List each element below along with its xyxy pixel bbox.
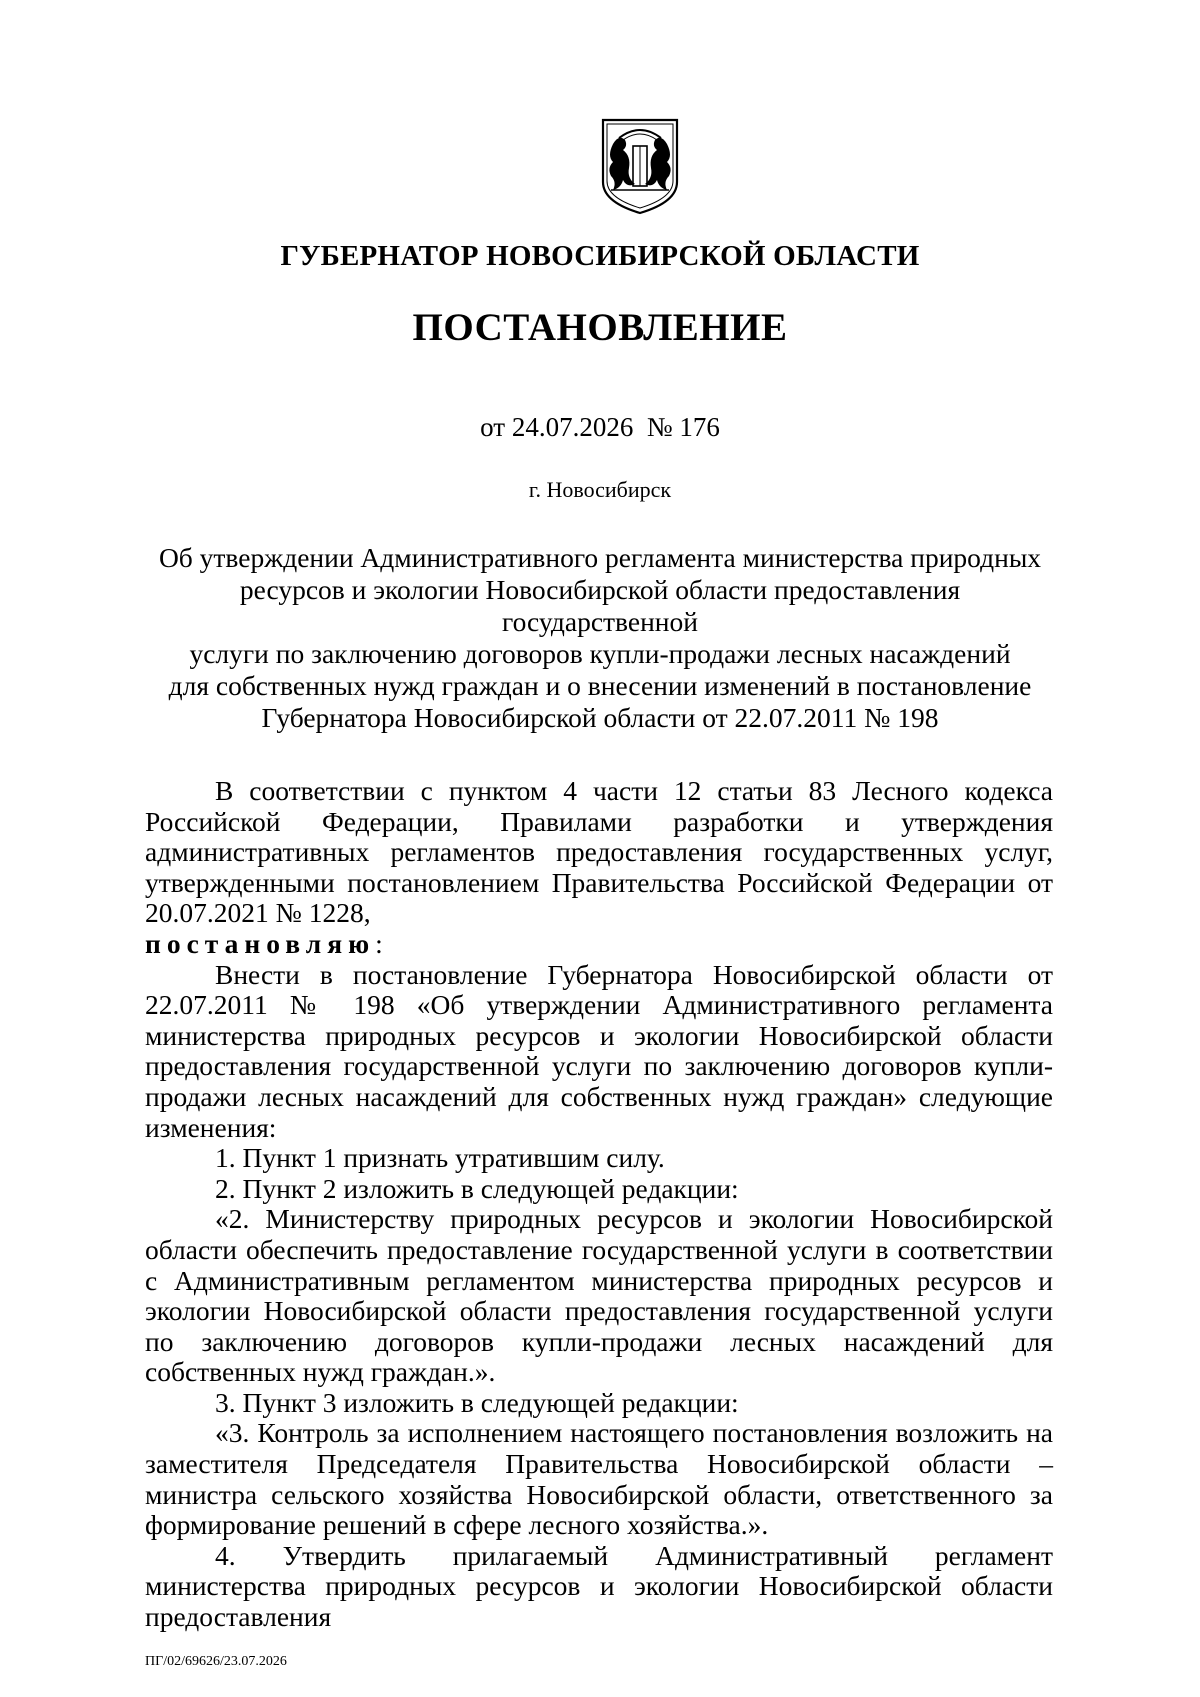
subject-line: для собственных нужд граждан и о внесении изменений в постановление (168, 670, 1032, 701)
org-title: ГУБЕРНАТОР НОВОСИБИРСКОЙ ОБЛАСТИ (280, 240, 920, 272)
subject-line: ресурсов и экологии Новосибирской области предоставления государственной (239, 574, 961, 637)
date-line: от 24.07.2026 № 176 (480, 412, 720, 442)
doc-body (145, 776, 1053, 1633)
footer-doc-code: ПГ/02/69626/23.07.2026 (145, 1654, 287, 1669)
coat-of-arms-icon (597, 116, 683, 216)
body-paragraph: 2. Пункт 2 изложить в следующей редакции: (215, 1172, 739, 1204)
body-paragraph: 3. Пункт 3 изложить в следующей редакции: (215, 1386, 739, 1418)
subject-line: Об утверждении Административного регламента министерства природных (158, 542, 1042, 573)
body-paragraph: 1. Пункт 1 признать утратившим силу. (215, 1142, 665, 1174)
subject-line: услуги по заключению договоров купли-продажи лесных насаждений (189, 638, 1011, 669)
body-paragraph: «3. Контроль за исполнением настоящего постановления возложить на заместителя Председателя Правительства Новосибирской области – министра сельского хозяйства Новосибирской области, ответственного за формирование решений в сфере лесного хозяйства.». (145, 1417, 1053, 1541)
subject-line: Губернатора Новосибирской области от 22.07.2011 № 198 (261, 702, 939, 733)
doc-subject (150, 542, 1050, 734)
body-paragraph: 4. Утвердить прилагаемый Административный регламент министерства природных ресурсов и экологии Новосибирской области предоставления (145, 1539, 1053, 1633)
doc-date-number (0, 412, 1200, 443)
body-paragraph: «2. Министерству природных ресурсов и экологии Новосибирской области обеспечить предоставление государственной услуги в соответствии с Административным регламентом министерства природных ресурсов и экологии Новосибирской области предоставления государственной услуги по заключению договоров купли-продажи лесных насаждений для собственных нужд граждан.». (145, 1203, 1053, 1388)
body-paragraph: Внести в постановление Губернатора Новосибирской области от 22.07.2011 № 198 «Об утверждении Административного регламента министерства природных ресурсов и экологии Новосибирской области предоставления государственной услуги по заключению договоров купли-продажи лесных насаждений для собственных нужд граждан» следующие изменения: (145, 958, 1053, 1143)
decree-colon: : (375, 927, 383, 959)
decree-word: постановляю (145, 927, 376, 959)
preamble-paragraph: В соответствии с пунктом 4 части 12 статьи 83 Лесного кодекса Российской Федерации, Правилами разработки и утверждения административных регламентов предоставления государственных услуг, утвержденными постановлением Правительства Российской Федерации от 20.07.2021 № 1228, (145, 775, 1053, 929)
decree-line (145, 929, 1053, 960)
doc-city: г. Новосибирск (528, 477, 672, 502)
doc-type-title: ПОСТАНОВЛЕНИЕ (412, 306, 788, 349)
